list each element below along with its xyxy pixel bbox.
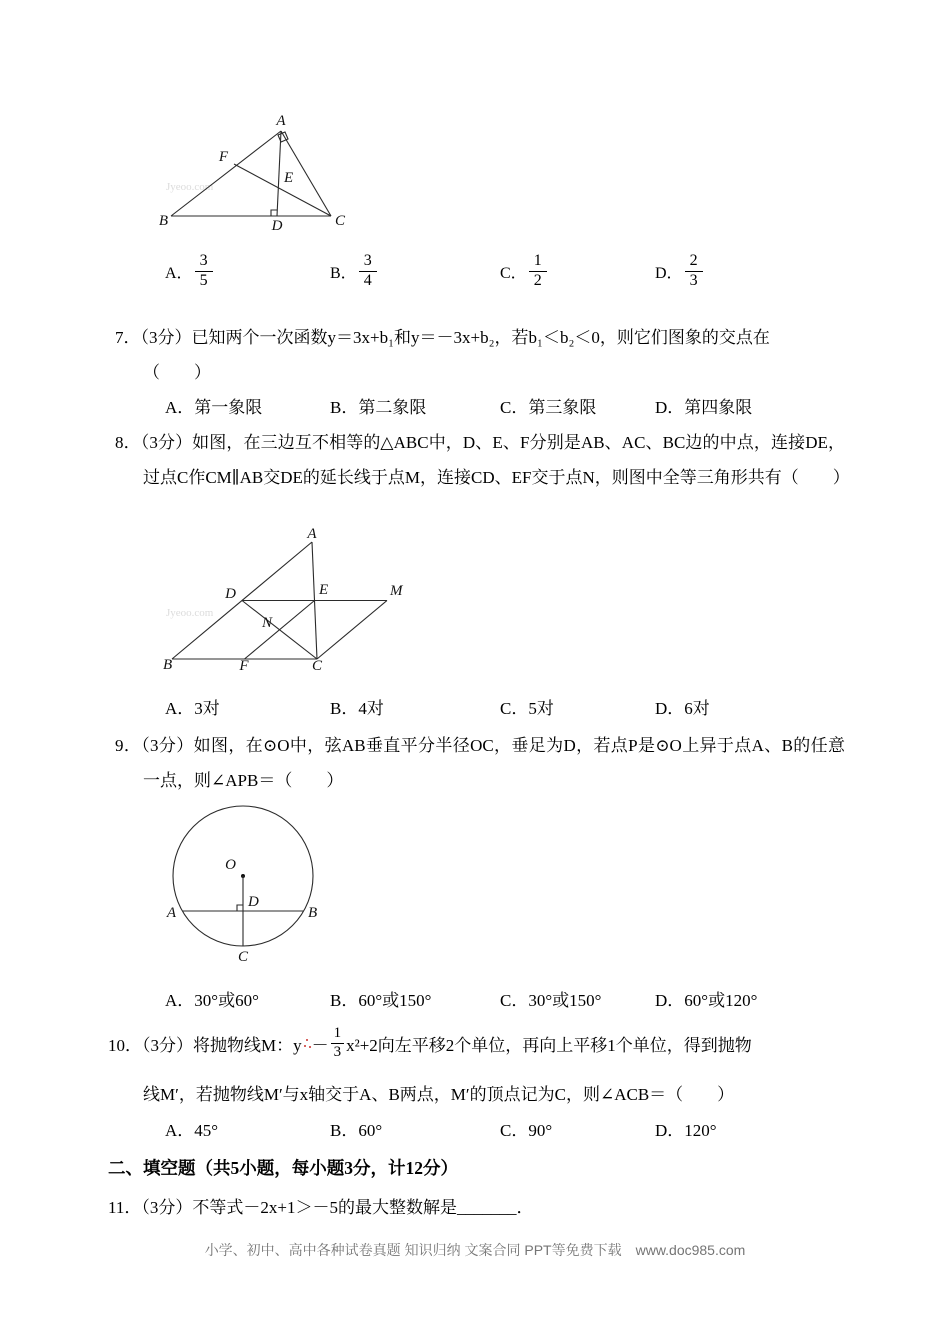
point-label-a: A bbox=[166, 905, 176, 921]
q9-text: 9．（3分）如图，在⊙O中，弦AB垂直平分半径OC，垂足为D，若点P是⊙O上异于点A、B的任意一点，则∠APB＝（ ） bbox=[115, 736, 845, 790]
q10-option-c[interactable]: C．90° bbox=[500, 1121, 553, 1140]
q10-option-d[interactable]: D．120° bbox=[655, 1121, 717, 1140]
q8-option-a[interactable]: A．3对 bbox=[165, 699, 220, 718]
point-label-c: C bbox=[237, 949, 249, 965]
q8-option-b[interactable]: B．4对 bbox=[330, 699, 384, 718]
point-label-d: D bbox=[248, 894, 259, 910]
segment-cm bbox=[317, 601, 387, 660]
q7-option-a[interactable]: A．第一象限 bbox=[165, 398, 263, 417]
option-label: A． bbox=[165, 264, 193, 282]
q10-pre-text: 10．（3分）将抛物线M：y bbox=[108, 1035, 302, 1055]
q10-options-row bbox=[165, 1119, 717, 1143]
section-2-heading: 二、填空题（共5小题，每小题3分，计12分） bbox=[108, 1158, 458, 1178]
q11-text: 11．（3分）不等式－2x+1＞－5的最大整数解是_______． bbox=[108, 1198, 534, 1217]
fraction-numerator: 3 bbox=[195, 252, 213, 272]
q7-options-row bbox=[165, 396, 752, 420]
q7-option-c[interactable]: C．第三象限 bbox=[500, 398, 597, 417]
right-angle-mark-d bbox=[271, 210, 277, 216]
q6-triangle-figure bbox=[158, 112, 353, 234]
fraction-numerator: 3 bbox=[359, 252, 377, 272]
q6-option-c[interactable] bbox=[500, 252, 655, 291]
point-label-e: E bbox=[319, 582, 329, 598]
page-footer bbox=[0, 1240, 950, 1260]
q7-text-line2: （ ） bbox=[143, 363, 211, 382]
point-label-a: A bbox=[276, 113, 286, 129]
segment-ef bbox=[245, 601, 315, 660]
q10-option-b[interactable]: B．60° bbox=[330, 1121, 383, 1140]
fraction bbox=[529, 252, 547, 291]
point-label-b: B bbox=[158, 213, 168, 229]
watermark-text: Jyeoo.com bbox=[166, 181, 214, 193]
q7-option-b[interactable]: B．第二象限 bbox=[330, 398, 427, 417]
fraction bbox=[359, 252, 377, 291]
footer-text: 小学、初中、高中各种试卷真题 知识归纳 文案合同 PPT等免费下载 bbox=[204, 1242, 622, 1258]
q9-option-d[interactable]: D．60°或120° bbox=[655, 991, 758, 1010]
q9-options-row bbox=[165, 989, 757, 1013]
point-label-b: B bbox=[163, 657, 173, 672]
altitude-ad bbox=[277, 131, 281, 216]
point-label-b: B bbox=[308, 905, 318, 921]
q10-option-a[interactable]: A．45° bbox=[165, 1121, 219, 1140]
q9-option-a[interactable]: A．30°或60° bbox=[165, 991, 259, 1010]
q9-option-c[interactable]: C．30°或150° bbox=[500, 991, 602, 1010]
q6-option-a[interactable] bbox=[165, 252, 330, 291]
fraction-denominator: 2 bbox=[533, 271, 542, 289]
footer-url: www.doc985.com bbox=[635, 1242, 746, 1258]
option-label: B． bbox=[330, 264, 357, 282]
point-label-c: C bbox=[311, 658, 323, 672]
point-label-m: M bbox=[390, 583, 403, 599]
point-label-d: D bbox=[225, 586, 236, 602]
q8-option-c[interactable]: C．5对 bbox=[500, 699, 554, 718]
q9-circle-figure bbox=[160, 798, 335, 968]
point-label-f: F bbox=[218, 149, 228, 165]
point-label-e: E bbox=[284, 170, 294, 186]
fraction bbox=[195, 252, 213, 291]
point-label-f: F bbox=[239, 658, 249, 672]
cevian-fc bbox=[234, 164, 331, 216]
q10-text-line2: 线M′，若抛物线M′与x轴交于A、B两点，M′的顶点记为C，则∠ACB＝（ ） bbox=[143, 1085, 735, 1104]
point-label-d: D bbox=[271, 218, 283, 234]
q8-options-row bbox=[165, 697, 710, 721]
fraction-denominator: 3 bbox=[689, 271, 698, 289]
option-label: D． bbox=[655, 264, 683, 282]
watermark-text: Jyeoo.com bbox=[166, 607, 214, 619]
point-label-c: C bbox=[335, 213, 346, 229]
q9-option-b[interactable]: B．60°或150° bbox=[330, 991, 432, 1010]
point-label-o: O bbox=[225, 857, 236, 873]
point-label-a: A bbox=[307, 528, 317, 542]
fraction bbox=[685, 252, 703, 291]
right-angle-mark-d bbox=[237, 905, 243, 911]
fraction-denominator: 5 bbox=[199, 271, 208, 289]
q10-minus-sign: － bbox=[311, 1035, 329, 1055]
q10-post-text: x²+2向左平移2个单位，再向上平移1个单位，得到抛物 bbox=[346, 1035, 752, 1055]
q6-option-d[interactable] bbox=[655, 252, 703, 291]
q8-text: 8．（3分）如图，在三边互不相等的△ABC中，D、E、F分别是AB、AC、BC边的中点，连接DE，过点C作CM∥AB交DE的延长线于点M，连接CD、EF交于点N，则图中全等三角形共有（ ） bbox=[115, 433, 850, 487]
q6-options-row bbox=[165, 252, 703, 291]
fraction-denominator: 3 bbox=[333, 1043, 342, 1060]
fraction-numerator: 1 bbox=[529, 252, 547, 272]
q10-text-line1 bbox=[108, 1018, 752, 1068]
option-label: C． bbox=[500, 264, 527, 282]
point-label-n: N bbox=[261, 615, 272, 631]
q8-option-d[interactable]: D．6对 bbox=[655, 699, 710, 718]
side-ba bbox=[171, 131, 281, 216]
q7-text-line1: 7．（3分）已知两个一次函数y＝3x+b₁和y＝－3x+b₂，若b₁＜b₂＜0，则它们图象的交点在 bbox=[115, 328, 770, 347]
q6-option-b[interactable] bbox=[330, 252, 500, 291]
q8-triangle-figure bbox=[160, 528, 408, 672]
fraction-numerator: 2 bbox=[685, 252, 703, 272]
fraction bbox=[331, 1025, 345, 1061]
fraction-denominator: 4 bbox=[363, 271, 372, 289]
fraction-numerator: 1 bbox=[331, 1025, 345, 1043]
q7-option-d[interactable]: D．第四象限 bbox=[655, 398, 753, 417]
stray-red-annotation-mark bbox=[302, 1036, 312, 1050]
